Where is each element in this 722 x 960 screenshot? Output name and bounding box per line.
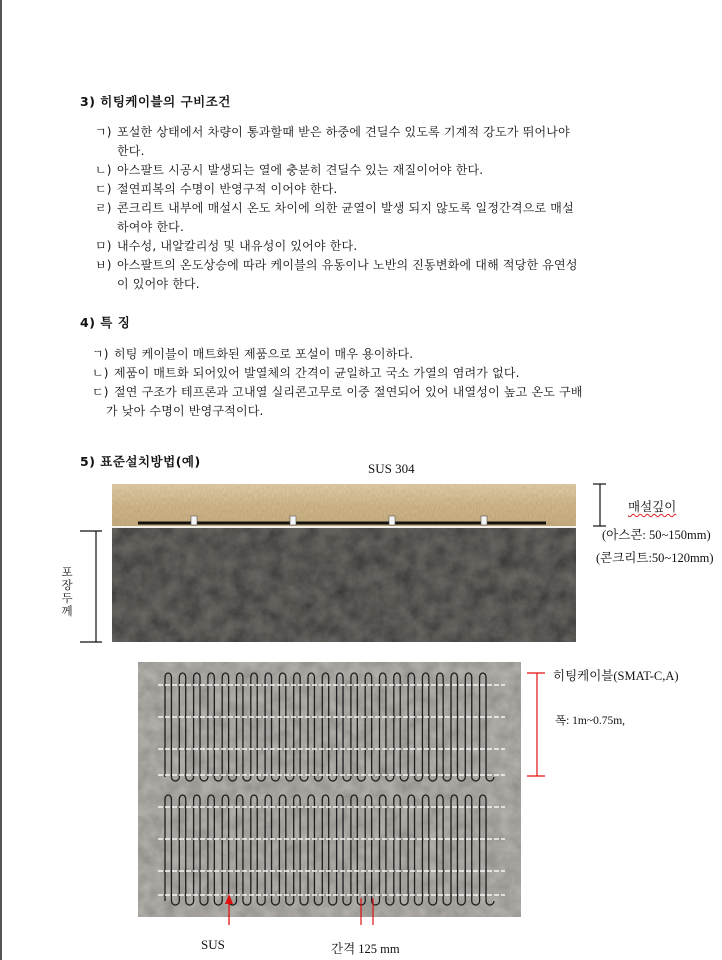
- section-3-item: [95, 180, 338, 199]
- section-3-item: [95, 237, 357, 256]
- sus304-label: SUS 304: [368, 461, 415, 476]
- section-4-item-text: 제품이 매트화 되어있어 발열체의 간격이 균일하고 국소 가열의 염려가 없다.: [114, 366, 520, 380]
- section-3-item-marker: ㄹ): [95, 201, 112, 215]
- section-3-item-text: 절연피복의 수명이 반영구적 이어야 한다.: [117, 182, 338, 196]
- section-3-item-continuation: 한다.: [117, 144, 145, 158]
- spacing-label: 간격 125 mm: [331, 942, 400, 956]
- section-3-item-text: 아스팔트 시공시 발생되는 열에 충분히 견딜수 있는 재질이어야 한다.: [117, 163, 484, 177]
- burial-depth-label: 매설깊이: [628, 499, 677, 514]
- section-3-item-marker: ㄴ): [95, 163, 112, 177]
- section-4-item: [92, 364, 520, 383]
- section-4-item-marker: ㄱ): [92, 347, 109, 361]
- section-3-item-text: 내수성, 내알칼리성 및 내유성이 있어야 한다.: [117, 239, 358, 253]
- section-3-item-continuation: 이 있어야 한다.: [117, 277, 200, 291]
- section-4-item-text: 히팅 케이블이 매트화된 제품으로 포설이 매우 용이하다.: [114, 347, 414, 361]
- section-3-title: 3) 히팅케이블의 구비조건: [80, 94, 231, 109]
- mat-width-label: 폭: 1m~0.75m,: [555, 715, 626, 727]
- section-3-item-text: 아스팔트의 온도상승에 따라 케이블의 유동이나 노반의 진동변화에 대해 적당한 유연성: [117, 258, 578, 272]
- section-3-item-text: 포설한 상태에서 차량이 통과할때 받은 하중에 견딜수 있도록 기계적 강도가 뛰어나야: [117, 125, 570, 139]
- depth-bracket: [593, 484, 606, 526]
- section-3-item-marker: ㄷ): [95, 182, 112, 196]
- section-4-item-marker: ㄴ): [92, 366, 109, 380]
- section-4-item: [92, 345, 413, 364]
- section-4-item-continuation: 가 낮아 수명이 반영구적이다.: [106, 404, 264, 418]
- section-3-item: [95, 123, 570, 142]
- section-3-item: [95, 256, 578, 275]
- section-3-item: [95, 199, 574, 218]
- section-3-item-continuation: 하여야 한다.: [117, 220, 184, 234]
- section-3-item-marker: ㅁ): [95, 239, 112, 253]
- sus-label: SUS: [201, 937, 225, 952]
- section-3-item-marker: ㅂ): [95, 258, 112, 272]
- section-4-item-marker: ㄷ): [92, 385, 109, 399]
- section-4-title: 4) 특 징: [80, 315, 131, 330]
- section-4-item: [92, 383, 583, 402]
- concrete-base-layer: [112, 528, 576, 642]
- asphalt-top-layer: [112, 484, 576, 526]
- concrete-slab: [138, 662, 521, 917]
- section-4-item-text: 절연 구조가 테프론과 고내열 실리콘고무로 이중 절연되어 있어 내열성이 높고 온도 구배: [114, 385, 583, 399]
- width-bracket: [527, 673, 545, 776]
- section-3-item-marker: ㄱ): [95, 125, 112, 139]
- depth-asphalt-label: (아스콘: 50~150mm): [602, 528, 711, 542]
- pavement-bracket: [80, 531, 102, 642]
- cable-layout-plan-figure: [0, 655, 722, 925]
- section-3-item: [95, 161, 483, 180]
- section-5-title: 5) 표준설치방법(예): [80, 454, 201, 469]
- pavement-thickness-label: 포장두께: [61, 565, 73, 618]
- section-3-item-text: 콘크리트 내부에 매설시 온도 차이에 의한 균열이 발생 되지 않도록 일정간격으로 매설: [117, 201, 574, 215]
- heating-cable-model-label: 히팅케이블(SMAT-C,A): [553, 669, 679, 683]
- depth-concrete-label: (콘크리트:50~120mm): [596, 551, 714, 565]
